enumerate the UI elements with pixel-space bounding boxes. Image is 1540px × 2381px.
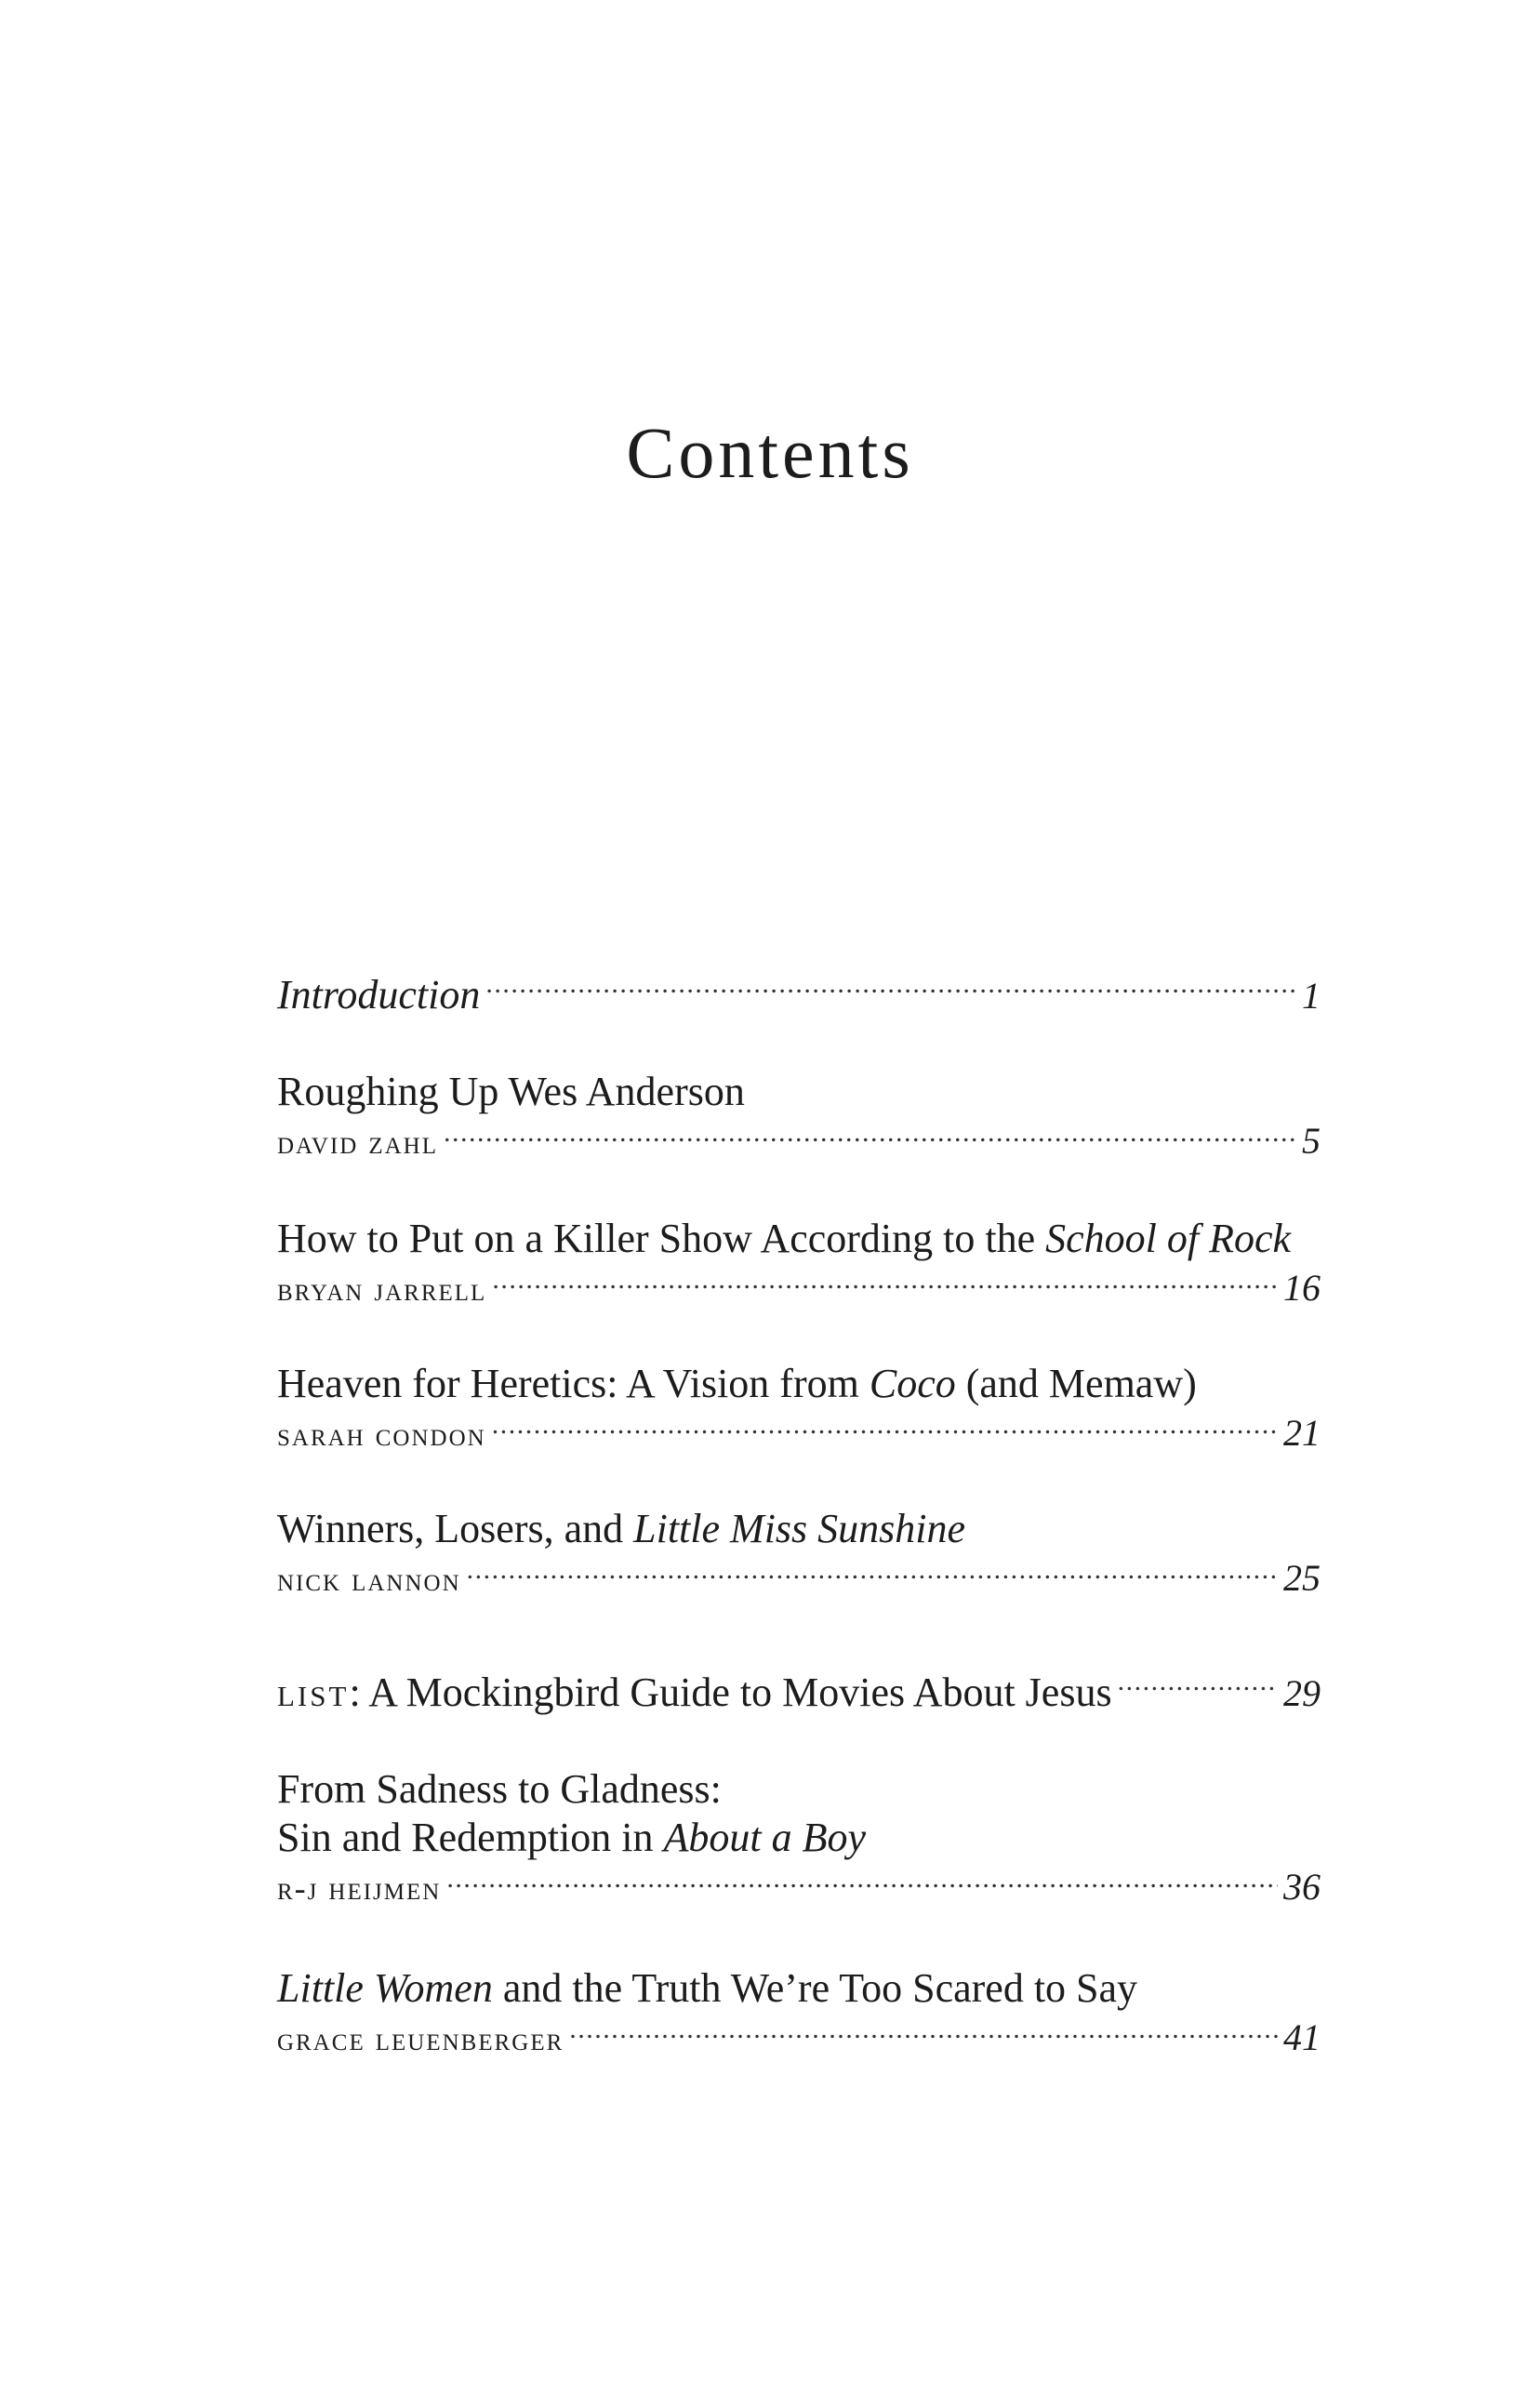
entry-title-italic: Little Women (277, 1965, 493, 2011)
page-number: 36 (1283, 1866, 1321, 1908)
author-row (277, 1557, 1321, 1600)
entry-title: Roughing Up Wes Anderson (277, 1069, 745, 1114)
entry-title-line-2 (277, 1814, 1321, 1862)
page-number: 16 (1283, 1267, 1321, 1309)
dot-leader (446, 1866, 1278, 1899)
entry-title (277, 1215, 1321, 1263)
toc-entry-list-movies-about-jesus[interactable] (277, 1665, 1321, 1718)
dot-leader (569, 2016, 1278, 2050)
entry-title-text-end: and the Truth We’re Too Scared to Say (492, 1965, 1138, 2011)
entry-title-italic: About a Boy (663, 1815, 867, 1860)
entry-title-text: : A Mockingbird Guide to Movies About Jesus (349, 1669, 1112, 1715)
author-row (277, 1267, 1321, 1310)
page-number: 25 (1283, 1557, 1321, 1599)
page-number: 1 (1302, 975, 1321, 1017)
dot-leader (492, 1267, 1278, 1300)
author-row (277, 1120, 1321, 1163)
author-row (277, 1412, 1321, 1455)
toc-entry-little-women[interactable] (277, 1964, 1321, 2059)
entry-author: r-j heijmen (277, 1869, 442, 1907)
dot-leader (485, 967, 1296, 1008)
entry-title (277, 1505, 1321, 1553)
entry-title-text: How to Put on a Killer Show According to the (277, 1216, 1046, 1261)
entry-author: bryan jarrell (277, 1270, 487, 1308)
dot-leader (1118, 1665, 1278, 1706)
toc-entry-school-of-rock[interactable] (277, 1215, 1321, 1310)
page-number: 5 (1302, 1120, 1321, 1162)
entry-title (277, 1669, 1112, 1717)
entry-title: Introduction (277, 972, 481, 1018)
page-number: 21 (1283, 1412, 1321, 1454)
toc-entry-roughing-up-wes-anderson[interactable] (277, 1068, 1321, 1163)
dot-leader (444, 1120, 1296, 1153)
entry-title (277, 1360, 1321, 1408)
page-number: 29 (1283, 1672, 1321, 1714)
toc-row (277, 967, 1321, 1020)
toc-entry-about-a-boy[interactable] (277, 1765, 1321, 1909)
entry-title-text-end: (and Memaw) (955, 1361, 1197, 1406)
dot-leader (492, 1412, 1278, 1445)
entry-title-line-1: From Sadness to Gladness: (277, 1766, 722, 1812)
entry-author: grace leuenberger (277, 2020, 564, 2057)
entry-author: sarah condon (277, 1416, 486, 1453)
dot-leader (467, 1557, 1278, 1590)
toc-entry-little-miss-sunshine[interactable] (277, 1505, 1321, 1600)
entry-title-text: Sin and Redemption in (277, 1815, 664, 1860)
entry-title-italic: School of Rock (1045, 1216, 1292, 1261)
author-row (277, 1866, 1321, 1909)
page-number: 41 (1283, 2016, 1321, 2058)
entry-title (277, 1964, 1321, 2013)
entry-title-text: Heaven for Heretics: A Vision from (277, 1361, 870, 1406)
entry-title-italic: Little Miss Sunshine (633, 1506, 966, 1551)
entry-title-text: Winners, Losers, and (277, 1506, 634, 1551)
entry-author: nick lannon (277, 1561, 461, 1598)
entry-title-italic: Coco (869, 1361, 956, 1406)
author-row (277, 2016, 1321, 2059)
toc-entry-heaven-for-heretics[interactable] (277, 1360, 1321, 1455)
list-label: list (277, 1669, 350, 1715)
page-title: Contents (626, 412, 914, 493)
toc-row (277, 1665, 1321, 1718)
entry-author: david zahl (277, 1124, 438, 1161)
toc-entry-introduction[interactable] (277, 967, 1321, 1020)
